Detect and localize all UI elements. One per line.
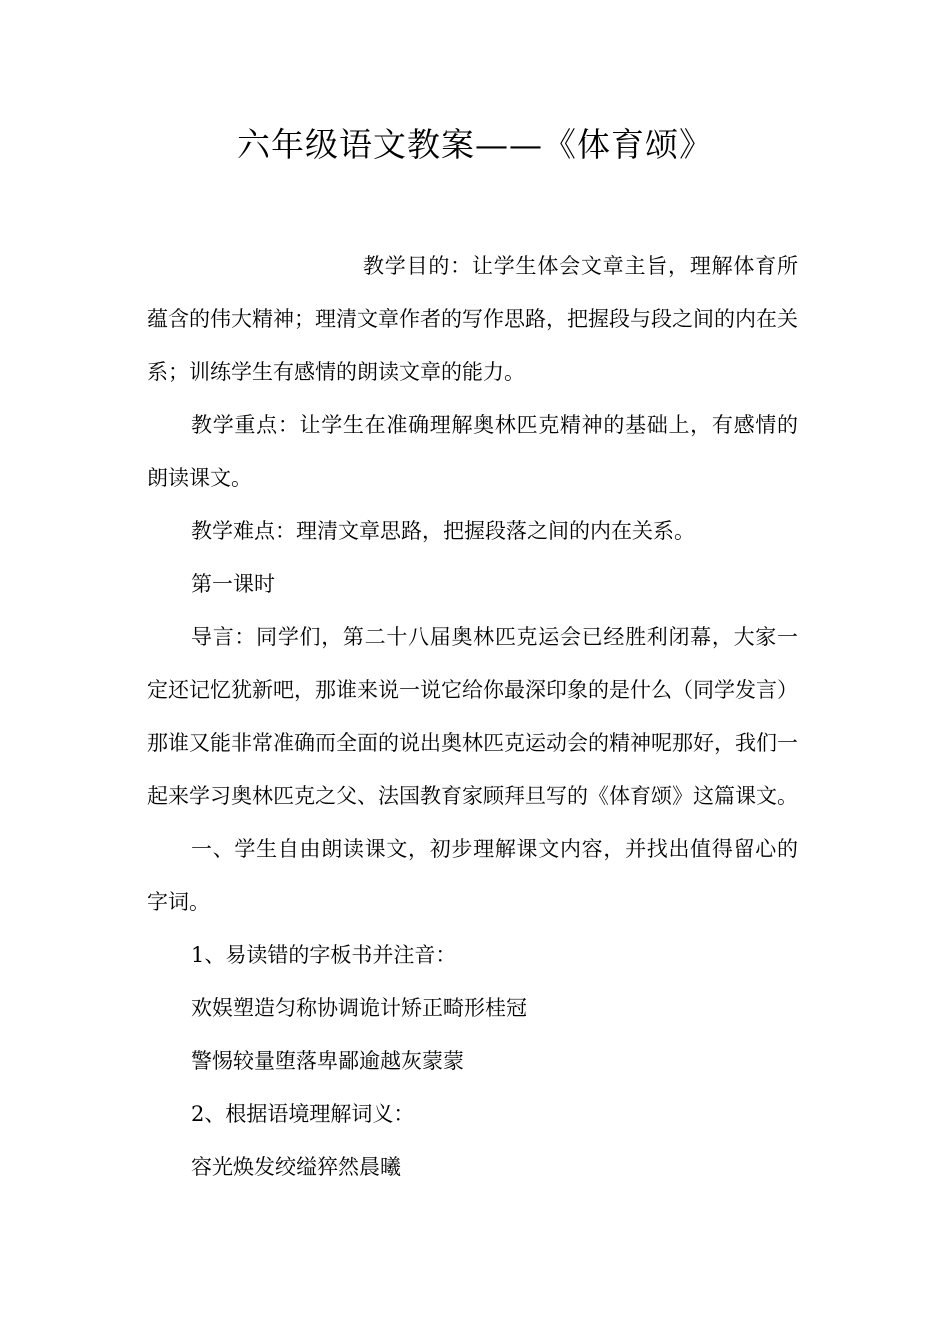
paragraph-teaching-difficulty: 教学难点：理清文章思路，把握段落之间的内在关系。 [191, 519, 695, 543]
paragraph-item-two: 2、根据语境理解词义： [191, 1102, 415, 1126]
paragraph-word-list-three: 容光焕发绞缢猝然晨曦 [191, 1155, 401, 1179]
paragraph-introduction: 导言：同学们，第二十八届奥林匹克运会已经胜利闭幕，大家一定还记忆犹新吧，那谁来说一说它给你最深印象的是什么（同学发言）那谁又能非常准确而全面的说出奥林匹克运动会的精神呢那好，我们一起来学习奥林匹克之父、法国教育家顾拜旦写的《体育颂》这篇课文。 [147, 625, 798, 808]
paragraph-item-one: 1、易读错的字板书并注音： [191, 943, 457, 967]
document-title: 六年级语文教案——《体育颂》 [237, 125, 713, 164]
paragraph-teaching-focus: 教学重点：让学生在准确理解奥林匹克精神的基础上，有感情的朗读课文。 [147, 413, 798, 490]
paragraph-teaching-objective: 教学目的：让学生体会文章主旨，理解体育所蕴含的伟大精神；理清文章作者的写作思路，把握段与段之间的内在关系；训练学生有感情的朗读文章的能力。 [147, 254, 798, 384]
paragraph-word-list-one: 欢娱塑造匀称协调诡计矫正畸形桂冠 [191, 996, 527, 1020]
document-body [147, 240, 798, 1194]
paragraph-step-one: 一、学生自由朗读课文，初步理解课文内容，并找出值得留心的字词。 [147, 837, 798, 914]
paragraph-word-list-two: 警惕较量堕落卑鄙逾越灰蒙蒙 [191, 1049, 464, 1073]
paragraph-first-lesson: 第一课时 [191, 572, 275, 596]
